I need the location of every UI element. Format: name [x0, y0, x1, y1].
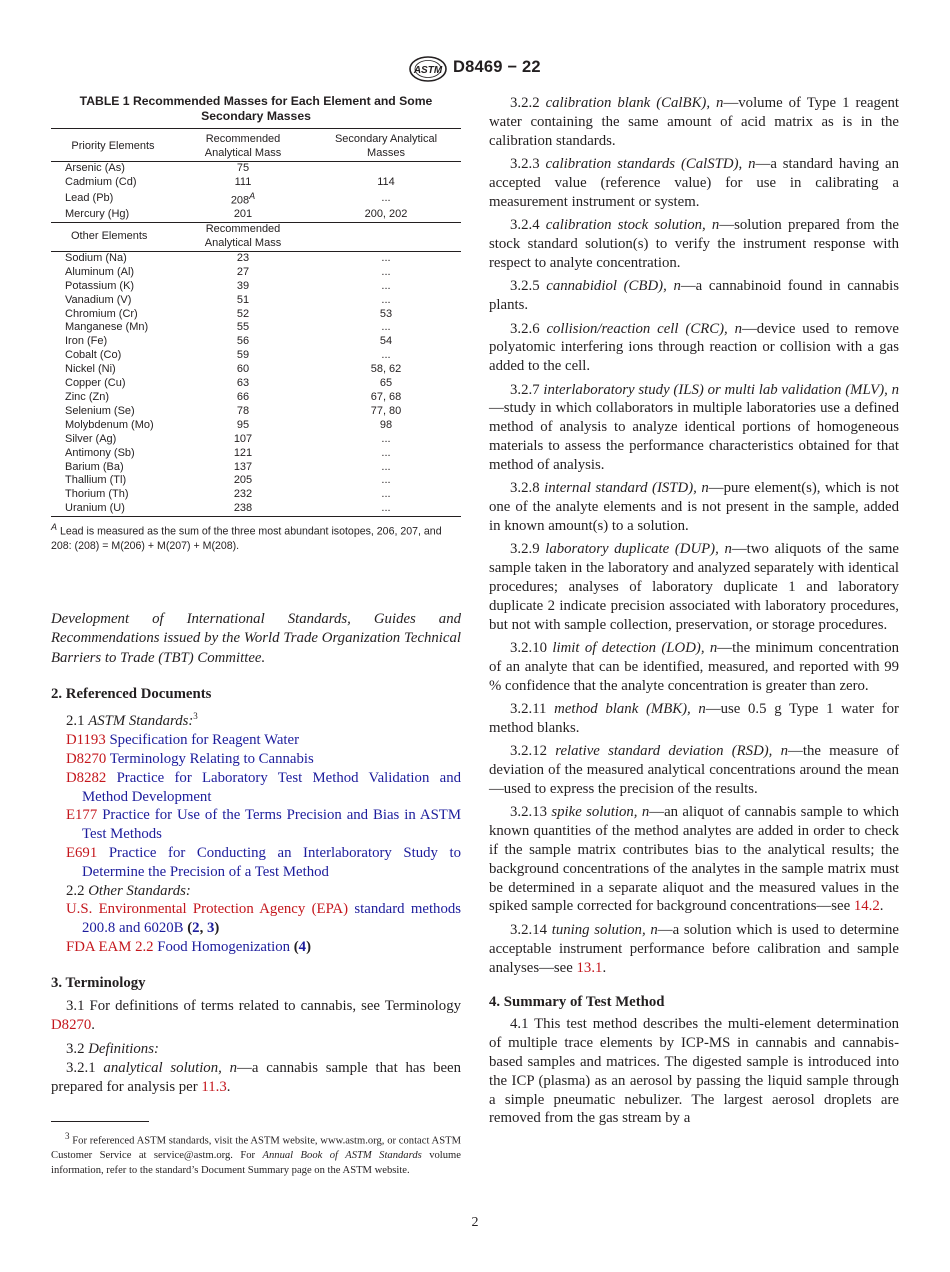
- element-name-cell: Chromium (Cr): [65, 307, 138, 320]
- reference-d8282[interactable]: D8282 Practice for Laboratory Test Method Validation and Method Development: [66, 769, 461, 805]
- subsection-2-2: 2.2 Other Standards:: [66, 882, 191, 899]
- table-row: [51, 208, 461, 222]
- secondary-mass-cell: ...: [381, 251, 391, 264]
- table-row: [51, 251, 461, 265]
- table-row: [51, 349, 461, 363]
- definition-3-2-4: 3.2.4 calibration stock solution, n—solution prepared from the stock standard solution(s) to verify the instrument response with respect to analyte concentration.: [489, 217, 900, 271]
- table-row: [51, 405, 461, 419]
- intro-paragraph: Development of International Standards, Guides and Recommendations issued by the World Trade Organization Technical Barriers to Trade (TBT) Committee.: [51, 610, 461, 666]
- secondary-mass-cell: 67, 68: [370, 390, 402, 403]
- table-row: [51, 377, 461, 391]
- recommended-mass-cell: 205: [233, 474, 253, 487]
- table-row: [51, 502, 461, 516]
- secondary-mass-cell: ...: [381, 432, 391, 445]
- recommended-mass-cell: 39: [236, 279, 250, 292]
- definition-3-2-3: 3.2.3 calibration standards (CalSTD), n—a standard having an accepted value (reference value) for use in calibrating a measurement instrument or system.: [489, 156, 899, 210]
- element-name-cell: Barium (Ba): [65, 460, 124, 473]
- recommended-mass-cell: 201: [233, 208, 253, 221]
- element-name-cell: Silver (Ag): [65, 432, 117, 445]
- secondary-mass-cell: ...: [381, 293, 391, 306]
- subsection-4-1: 4.1 This test method describes the multi-element determination of multiple trace elements by ICP-MS in cannabis and cannabis-based samples and matrices. The digested sample is introduced into the ICP (plasma) as an aerosol by passing the liquid sample through a simple pneumatic nebulizer. The largest aerosol droplets are removed from the gas stream by a: [489, 1016, 899, 1127]
- element-name-cell: Manganese (Mn): [65, 321, 149, 334]
- table-row: [51, 391, 461, 405]
- link-d8270[interactable]: D8270: [51, 1016, 92, 1033]
- element-name-cell: Aluminum (Al): [65, 265, 135, 278]
- element-name-cell: Copper (Cu): [65, 377, 126, 390]
- table-row: [51, 363, 461, 377]
- link-13-1[interactable]: 13.1: [576, 959, 603, 976]
- section-4-heading: 4. Summary of Test Method: [489, 994, 665, 1011]
- element-name-cell: Uranium (U): [65, 502, 125, 515]
- reference-e691[interactable]: E691 Practice for Conducting an Interlaboratory Study to Determine the Precision of a Test Method: [66, 844, 462, 880]
- table-row: [51, 176, 461, 190]
- definition-3-2-7: 3.2.7 interlaboratory study (ILS) or multi lab validation (MLV), n—study in which collaborators in multiple laboratories use a defined method of analysis to analyze identical portions of homogeneous materials to assess the performance characteristics obtained for that method of analysis.: [489, 381, 899, 473]
- reference-d1193[interactable]: D1193 Specification for Reagent Water: [66, 732, 300, 749]
- table-row: [51, 161, 461, 175]
- recommended-mass-cell: 238: [233, 502, 253, 515]
- recommended-mass-cell: 55: [236, 321, 250, 334]
- masses-table: [51, 128, 461, 517]
- recommended-mass-cell: 232: [233, 488, 253, 501]
- recommended-mass-cell: 121: [233, 446, 253, 459]
- element-name-cell: Arsenic (As): [65, 161, 125, 174]
- recommended-mass-cell: 75: [236, 161, 250, 174]
- svg-text:ASTM: ASTM: [413, 65, 443, 76]
- secondary-mass-cell: ...: [381, 488, 391, 501]
- element-name-cell: Thorium (Th): [65, 488, 129, 501]
- recommended-mass-cell: 107: [233, 432, 253, 445]
- right-column: [489, 94, 899, 1133]
- secondary-mass-cell: 53: [379, 307, 393, 320]
- page-footnote: [51, 1121, 461, 1179]
- secondary-mass-cell: 54: [379, 335, 393, 348]
- left-column: [51, 94, 461, 1097]
- col-priority-elements: Priority Elements: [71, 139, 155, 152]
- definition-3-2-11: 3.2.11 method blank (MBK), n—use 0.5 g Type 1 water for method blanks.: [489, 701, 899, 736]
- definition-3-2-1: 3.2.1 analytical solution, n—a cannabis sample that has been prepared for analysis per 11.3.: [51, 1060, 461, 1095]
- other-recommended-heading: Recommended Analytical Mass: [204, 223, 282, 249]
- reference-e177[interactable]: E177 Practice for Use of the Terms Precision and Bias in ASTM Test Methods: [66, 807, 461, 843]
- definition-3-2-14: 3.2.14 tuning solution, n—a solution which is used to determine acceptable instrument performance before calibration and sample analyses—see 13.1.: [489, 921, 899, 976]
- table-row: [51, 321, 461, 335]
- table-row: [51, 335, 461, 349]
- link-11-3[interactable]: 11.3: [201, 1078, 227, 1095]
- definition-3-2-12: 3.2.12 relative standard deviation (RSD), n—the measure of deviation of the measured analytical concentrations around the mean—used to express the precision of the results.: [489, 743, 899, 797]
- secondary-mass-cell: ...: [381, 265, 391, 278]
- table-title: TABLE 1 Recommended Masses for Each Element and Some Secondary Masses: [79, 94, 433, 123]
- recommended-mass-cell: 63: [236, 377, 250, 390]
- ref-fda[interactable]: FDA EAM 2.2 Food Homogenization (4): [66, 938, 311, 955]
- definition-3-2-10: 3.2.10 limit of detection (LOD), n—the minimum concentration of an analyte that can be identified, measured, and reported with 99 % confidence that the analyte concentration is greater than zero.: [489, 640, 899, 694]
- recommended-mass-cell: $208^A$: [230, 190, 256, 207]
- recommended-mass-cell: 78: [236, 404, 250, 417]
- table-row: [51, 190, 461, 209]
- footnote-text: $^3$ For referenced ASTM standards, visit the ASTM website, www.astm.org, or contact ASTM Customer Service at service@astm.org. For Annual Book of ASTM Standards volume information, refer to the standard’s Document Summary page on the ASTM website.: [51, 1131, 461, 1176]
- ref-epa[interactable]: U.S. Environmental Protection Agency (EPA) standard methods 200.8 and 6020B (2, 3): [66, 901, 462, 937]
- element-name-cell: Nickel (Ni): [65, 363, 116, 376]
- secondary-mass-cell: ...: [381, 460, 391, 473]
- secondary-mass-cell: [311, 161, 461, 175]
- table-row: [51, 266, 461, 280]
- element-name-cell: Selenium (Se): [65, 404, 135, 417]
- secondary-mass-cell: 200, 202: [364, 208, 408, 221]
- element-name-cell: Iron (Fe): [65, 335, 108, 348]
- definition-3-2-8: 3.2.8 internal standard (ISTD), n—pure element(s), which is not one of the analyte elements and is not present in the sample, added in known amount(s) to a solution.: [489, 480, 899, 534]
- recommended-mass-cell: 137: [233, 460, 253, 473]
- element-name-cell: Thallium (Tl): [65, 474, 127, 487]
- page-header: [0, 56, 950, 82]
- definition-3-2-9: 3.2.9 laboratory duplicate (DUP), n—two aliquots of the same sample taken in the laboratory and analyzed separately with identical procedures; analyses of laboratory duplicate 1 and laboratory duplicate 2 indicate precision associated with laboratory procedures, but not with sample collection, preservation, or storage procedures.: [489, 541, 900, 633]
- recommended-mass-cell: 23: [236, 251, 250, 264]
- table-row: [51, 474, 461, 488]
- table-row: [51, 433, 461, 447]
- recommended-mass-cell: 51: [236, 293, 250, 306]
- recommended-mass-cell: 60: [236, 363, 250, 376]
- table-row: [51, 280, 461, 294]
- subsection-3-1: 3.1 For definitions of terms related to cannabis, see Terminology D8270.: [51, 997, 461, 1033]
- secondary-mass-cell: 58, 62: [370, 363, 402, 376]
- table-row: [51, 294, 461, 308]
- secondary-mass-cell: 65: [379, 377, 393, 390]
- other-rows: [51, 251, 461, 516]
- secondary-mass-cell: ...: [381, 349, 391, 362]
- table-row: [51, 461, 461, 475]
- definition-3-2-13: 3.2.13 spike solution, n—an aliquot of cannabis sample to which known quantities of the method analytes are added in order to check if the sample matrix contributes bias to the analytical results; the background concentrations of the analytes in the sample matrix must be determined in a separate aliquot and the measured values in the spiked sample corrected for background concentrations—see 14.2.: [489, 804, 899, 915]
- table-row: [51, 308, 461, 322]
- recommended-mass-cell: 56: [236, 335, 250, 348]
- secondary-mass-cell: ...: [381, 446, 391, 459]
- secondary-mass-cell: 77, 80: [370, 404, 402, 417]
- element-name-cell: Cadmium (Cd): [65, 175, 137, 188]
- secondary-mass-cell: ...: [381, 321, 391, 334]
- priority-rows: [51, 161, 461, 222]
- col-recommended-mass: Recommended Analytical Mass: [204, 133, 282, 159]
- recommended-mass-cell: 59: [236, 349, 250, 362]
- secondary-mass-cell: 98: [379, 418, 393, 431]
- element-name-cell: Vanadium (V): [65, 293, 132, 306]
- recommended-mass-cell: 95: [236, 418, 250, 431]
- recommended-mass-cell: 27: [236, 265, 250, 278]
- astm-references-list: [51, 731, 461, 881]
- element-name-cell: Potassium (K): [65, 279, 135, 292]
- element-name-cell: Mercury (Hg): [65, 208, 130, 221]
- element-name-cell: Sodium (Na): [65, 251, 127, 264]
- page-number: 2: [471, 1215, 479, 1230]
- secondary-mass-cell: ...: [381, 474, 391, 487]
- element-name-cell: Antimony (Sb): [65, 446, 135, 459]
- subsection-3-2: 3.2 Definitions:: [66, 1041, 159, 1058]
- subsection-2-1: 2.1 ASTM Standards:$^3$: [66, 711, 198, 730]
- section-2-heading: 2. Referenced Documents: [51, 686, 212, 703]
- document-id: D8469 − 22: [453, 58, 541, 76]
- astm-logo-icon: [408, 56, 448, 82]
- link-14-2[interactable]: 14.2: [853, 898, 880, 915]
- definition-3-2-6: 3.2.6 collision/reaction cell (CRC), n—device used to remove polyatomic interfering ions through reaction or collision with a gas added to the cell.: [489, 320, 900, 375]
- table-row: [51, 488, 461, 502]
- secondary-mass-cell: ...: [381, 502, 391, 515]
- secondary-mass-cell: 114: [377, 175, 395, 188]
- other-elements-heading: Other Elements: [71, 230, 148, 243]
- element-name-cell: Molybdenum (Mo): [65, 418, 154, 431]
- reference-d8270[interactable]: D8270 Terminology Relating to Cannabis: [66, 750, 314, 767]
- recommended-mass-cell: 66: [236, 390, 250, 403]
- element-name-cell: Cobalt (Co): [65, 349, 122, 362]
- secondary-mass-cell: ...: [381, 191, 391, 204]
- element-name-cell: Zinc (Zn): [65, 390, 109, 403]
- definition-3-2-5: 3.2.5 cannabidiol (CBD), n—a cannabinoid found in cannabis plants.: [489, 278, 899, 314]
- section-3-heading: 3. Terminology: [51, 974, 146, 991]
- table-row: [51, 447, 461, 461]
- table-footnote: $^A$ Lead is measured as the sum of the three most abundant isotopes, 206, 207, and 208: (208) = M(206) + M(207) + M(208).: [51, 522, 442, 552]
- secondary-mass-cell: ...: [381, 279, 391, 292]
- recommended-mass-cell: 52: [236, 307, 250, 320]
- footnote-divider: [51, 1121, 149, 1122]
- col-secondary-masses: Secondary Analytical Masses: [334, 133, 438, 159]
- definition-3-2-2: 3.2.2 calibration blank (CalBK), n—volume of Type 1 reagent water containing the same amount of acid matrix as is in the calibration standards.: [489, 95, 899, 149]
- table-row: [51, 419, 461, 433]
- element-name-cell: Lead (Pb): [65, 191, 114, 204]
- recommended-mass-cell: 111: [234, 175, 252, 188]
